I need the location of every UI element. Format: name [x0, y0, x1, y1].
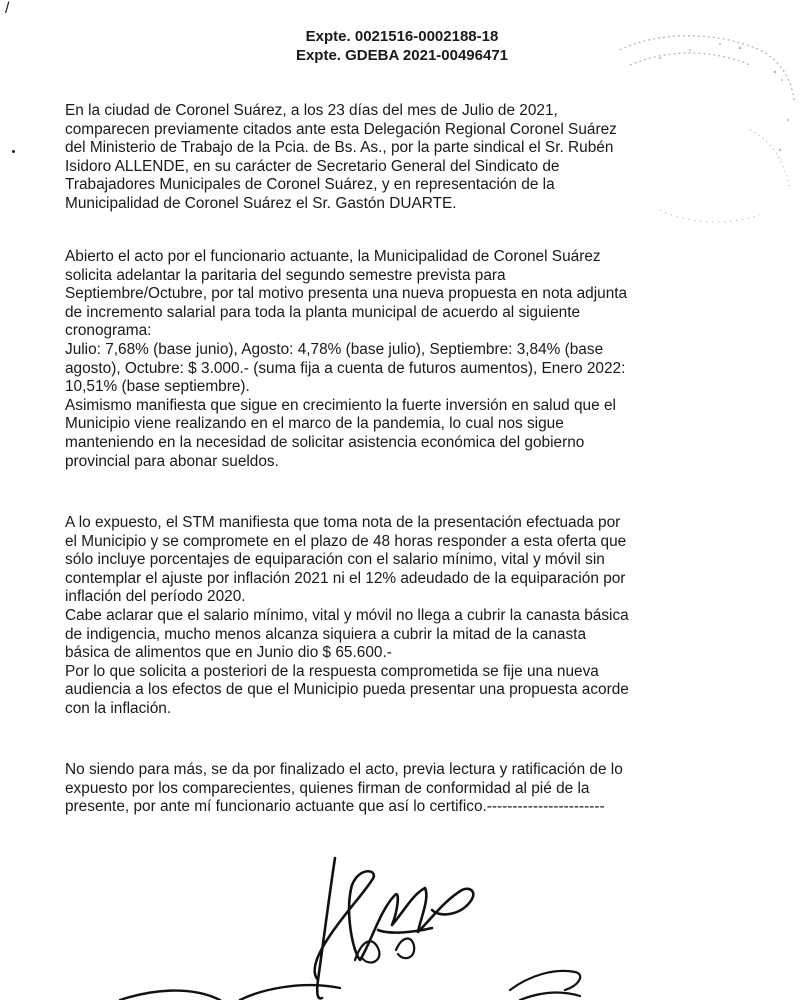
margin-dot: [12, 150, 15, 153]
expte-number-2: Expte. GDEBA 2021-00496471: [295, 47, 509, 64]
text-line: Municipalidad de Coronel Suárez el Sr. Gastón DUARTE.: [65, 194, 457, 212]
text-line: Septiembre/Octubre, por tal motivo presenta una nueva propuesta en nota adjunta: [65, 285, 628, 303]
text-line: En la ciudad de Coronel Suárez, a los 23 días del mes de Julio de 2021,: [65, 102, 558, 119]
text-line: A lo expuesto, el STM manifiesta que toma nota de la presentación efectuada por: [65, 514, 621, 531]
text-line: sólo incluye porcentajes de equiparación con el salario mínimo, vital y móvil sin: [65, 551, 605, 569]
text-line: presente, por ante mí funcionario actuante que así lo certifico.-----------------------: [65, 798, 605, 816]
text-line: No siendo para más, se da por finalizado el acto, previa lectura y ratificación de lo: [65, 761, 623, 778]
text-line: audiencia a los efectos de que el Municipio pueda presentar una propuesta acorde: [65, 681, 629, 699]
text-line: expuesto por los comparecientes, quienes firman de conformidad al pié de la: [65, 779, 590, 797]
text-line: Municipio viene realizando en el marco de la pandemia, lo cual nos sigue: [65, 415, 564, 433]
text-line: provincial para abonar sueldos.: [65, 452, 279, 470]
text-line: contemplar el ajuste por inflación 2021 ni el 12% adeudado de la equiparación por: [65, 569, 626, 587]
text-line: Trabajadores Municipales de Coronel Suárez, y en representación de la: [65, 176, 555, 194]
paragraph-closing: [65, 761, 735, 817]
text-line: 10,51% (base septiembre).: [65, 378, 250, 396]
paragraph-union-response: [65, 514, 735, 719]
text-line: Asimismo manifiesta que sigue en crecimiento la fuerte inversión en salud que el: [65, 396, 616, 414]
text-line: de indigencia, mucho menos alcanza siquiera a cubrir la mitad de la canasta: [65, 625, 587, 643]
text-line: básica de alimentos que en Junio dio $ 65.600.-: [65, 644, 392, 662]
expte-number-1: Expte. 0021516-0002188-18: [305, 28, 499, 45]
text-line: manteniendo en la necesidad de solicitar asistencia económica del gobierno: [65, 433, 585, 451]
text-line: cronograma:: [65, 322, 152, 340]
text-line: del Ministerio de Trabajo de la Pcia. de Bs. As., por la parte sindical el Sr. Rubén: [65, 139, 614, 157]
text-line: Isidoro ALLENDE, en su carácter de Secretario General del Sindicato de: [65, 157, 560, 175]
text-line: Julio: 7,68% (base junio), Agosto: 4,78% (base julio), Septiembre: 3,84% (base: [65, 340, 604, 358]
text-line: el Municipio y se compromete en el plazo de 48 horas responder a esta oferta que: [65, 532, 627, 550]
corner-mark: /: [5, 0, 10, 17]
signature-bottom: [120, 985, 340, 1000]
text-line: Cabe aclarar que el salario mínimo, vital y móvil no llega a cubrir la canasta básica: [65, 606, 629, 624]
text-line: agosto), Octubre: $ 3.000.- (suma fija a cuenta de futuros aumentos), Enero 2022:: [65, 359, 626, 377]
paragraph-opening: [65, 102, 735, 214]
text-line: solicita adelantar la paritaria del segundo semestre prevista para: [65, 266, 506, 284]
paragraph-proposal: [65, 248, 735, 471]
signatures: [0, 840, 800, 1000]
text-line: Abierto el acto por el funcionario actuante, la Municipalidad de Coronel Suárez: [65, 248, 601, 265]
signature-right: [510, 971, 580, 1000]
text-line: de incremento salarial para toda la planta municipal de acuerdo al siguiente: [65, 303, 581, 321]
signature-left: [315, 858, 474, 998]
text-line: inflación del período 2020.: [65, 588, 246, 606]
text-line: Por lo que solicita a posteriori de la respuesta comprometida se fije una nueva: [65, 662, 599, 680]
text-line: comparecen previamente citados ante esta Delegación Regional Coronel Suárez: [65, 120, 617, 138]
case-header: [0, 27, 800, 65]
text-line: con la inflación.: [65, 699, 172, 717]
